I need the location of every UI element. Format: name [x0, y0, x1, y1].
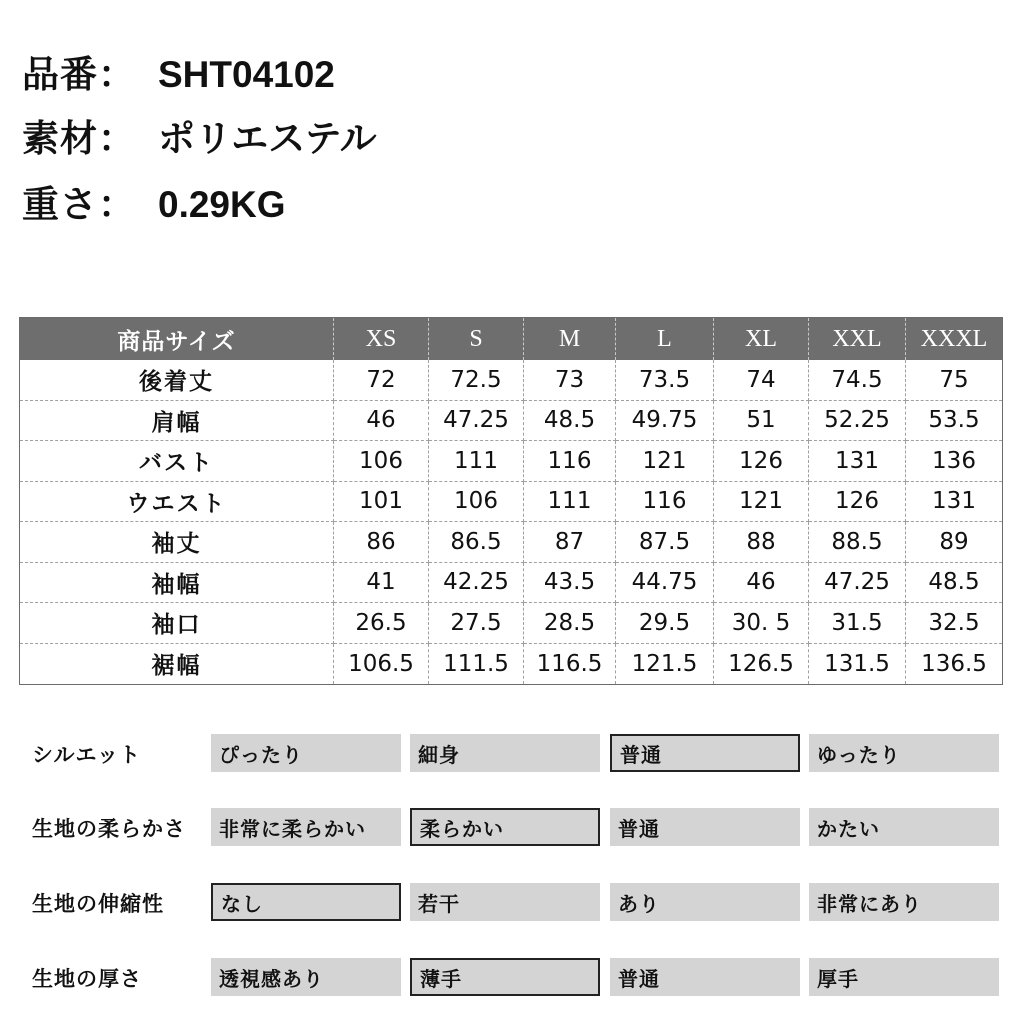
measure-value: 121	[714, 482, 809, 523]
measure-value: 31.5	[809, 603, 906, 644]
attribute-option-selected: なし	[211, 883, 401, 921]
measure-value: 88.5	[809, 522, 906, 563]
measure-label: 肩幅	[20, 401, 334, 442]
measure-value: 52.25	[809, 401, 906, 442]
measure-value: 126	[809, 482, 906, 523]
measure-value: 121	[616, 441, 714, 482]
measure-value: 101	[334, 482, 429, 523]
measure-label: 袖口	[20, 603, 334, 644]
measure-value: 42.25	[429, 563, 524, 604]
spec-label: 重さ：	[22, 183, 136, 226]
measure-value: 111	[429, 441, 524, 482]
size-header-l: L	[616, 318, 714, 360]
size-header-label: 商品サイズ	[20, 318, 334, 360]
attribute-label: 生地の伸縮性	[32, 892, 164, 916]
measure-value: 87	[524, 522, 616, 563]
spec-product-number	[22, 44, 335, 98]
attribute-option: あり	[610, 883, 800, 921]
measure-value: 72	[334, 360, 429, 401]
measure-value: 32.5	[906, 603, 1002, 644]
size-header-m: M	[524, 318, 616, 360]
measure-value: 121.5	[616, 644, 714, 685]
measure-value: 116	[616, 482, 714, 523]
measure-value: 131	[906, 482, 1002, 523]
spec-value: 0.29KG	[158, 184, 286, 225]
measure-value: 29.5	[616, 603, 714, 644]
measure-label: ウエスト	[20, 482, 334, 523]
attribute-row	[0, 883, 1024, 923]
size-header-xxxl: XXXL	[906, 318, 1002, 360]
measure-value: 44.75	[616, 563, 714, 604]
attribute-option: 普通	[610, 808, 800, 846]
measure-value: 30. 5	[714, 603, 809, 644]
measure-label: バスト	[20, 441, 334, 482]
measure-value: 106.5	[334, 644, 429, 685]
measure-value: 136	[906, 441, 1002, 482]
measure-value: 88	[714, 522, 809, 563]
spec-label: 品番：	[22, 53, 136, 96]
size-header-s: S	[429, 318, 524, 360]
attribute-option: ゆったり	[809, 734, 999, 772]
measure-value: 73.5	[616, 360, 714, 401]
measure-value: 74.5	[809, 360, 906, 401]
attribute-row	[0, 958, 1024, 998]
measure-value: 89	[906, 522, 1002, 563]
measure-value: 136.5	[921, 650, 987, 677]
measure-value: 28.5	[524, 603, 616, 644]
size-header-xxl: XXL	[809, 318, 906, 360]
attribute-option-selected: 普通	[610, 734, 800, 772]
measure-value: 111	[524, 482, 616, 523]
measure-value: 48.5	[524, 401, 616, 442]
measure-value: 51	[714, 401, 809, 442]
measure-value: 87.5	[616, 522, 714, 563]
attribute-option: 細身	[410, 734, 600, 772]
measure-value: 43.5	[524, 563, 616, 604]
size-table	[19, 317, 1003, 685]
measure-value: 131	[809, 441, 906, 482]
attribute-option: 厚手	[809, 958, 999, 996]
measure-value: 41	[334, 563, 429, 604]
size-header-xs: XS	[334, 318, 429, 360]
measure-label: 袖丈	[20, 522, 334, 563]
measure-value: 46	[334, 401, 429, 442]
measure-value: 116.5	[524, 644, 616, 685]
measure-value: 74	[714, 360, 809, 401]
attribute-option-selected: 柔らかい	[410, 808, 600, 846]
measure-value: 86	[334, 522, 429, 563]
measure-value: 86.5	[429, 522, 524, 563]
attribute-label: シルエット	[32, 743, 142, 767]
measure-label: 後着丈	[20, 360, 334, 401]
measure-value: 26.5	[334, 603, 429, 644]
measure-value: 126	[714, 441, 809, 482]
attribute-row	[0, 734, 1024, 774]
attribute-option: かたい	[809, 808, 999, 846]
measure-label: 袖幅	[20, 563, 334, 604]
spec-label: 素材：	[22, 117, 136, 160]
attribute-label: 生地の厚さ	[32, 967, 142, 991]
measure-value: 75	[906, 360, 1002, 401]
measure-value: 111.5	[429, 644, 524, 685]
attribute-option: 透視感あり	[211, 958, 401, 996]
size-header-xl: XL	[714, 318, 809, 360]
measure-value: 126.5	[714, 644, 809, 685]
attribute-option: 非常に柔らかい	[211, 808, 401, 846]
measure-value: 47.25	[809, 563, 906, 604]
attribute-option: 非常にあり	[809, 883, 999, 921]
measure-value: 46	[714, 563, 809, 604]
attribute-row	[0, 808, 1024, 848]
measure-value: 48.5	[906, 563, 1002, 604]
measure-value: 106	[334, 441, 429, 482]
measure-label: 裾幅	[20, 644, 334, 685]
attribute-option: ぴったり	[211, 734, 401, 772]
measure-value: 73	[524, 360, 616, 401]
measure-value: 116	[524, 441, 616, 482]
attribute-option: 普通	[610, 958, 800, 996]
measure-value: 27.5	[429, 603, 524, 644]
measure-value: 47.25	[429, 401, 524, 442]
spec-value: ポリエステル	[158, 118, 377, 159]
attribute-option-selected: 薄手	[410, 958, 600, 996]
measure-value: 72.5	[429, 360, 524, 401]
attribute-label: 生地の柔らかさ	[32, 817, 186, 841]
attribute-option: 若干	[410, 883, 600, 921]
measure-value: 53.5	[906, 401, 1002, 442]
spec-weight	[22, 174, 286, 228]
measure-value: 49.75	[616, 401, 714, 442]
spec-value: SHT04102	[158, 54, 335, 95]
spec-material	[22, 108, 377, 162]
measure-value: 131.5	[809, 644, 906, 685]
measure-value: 106	[429, 482, 524, 523]
